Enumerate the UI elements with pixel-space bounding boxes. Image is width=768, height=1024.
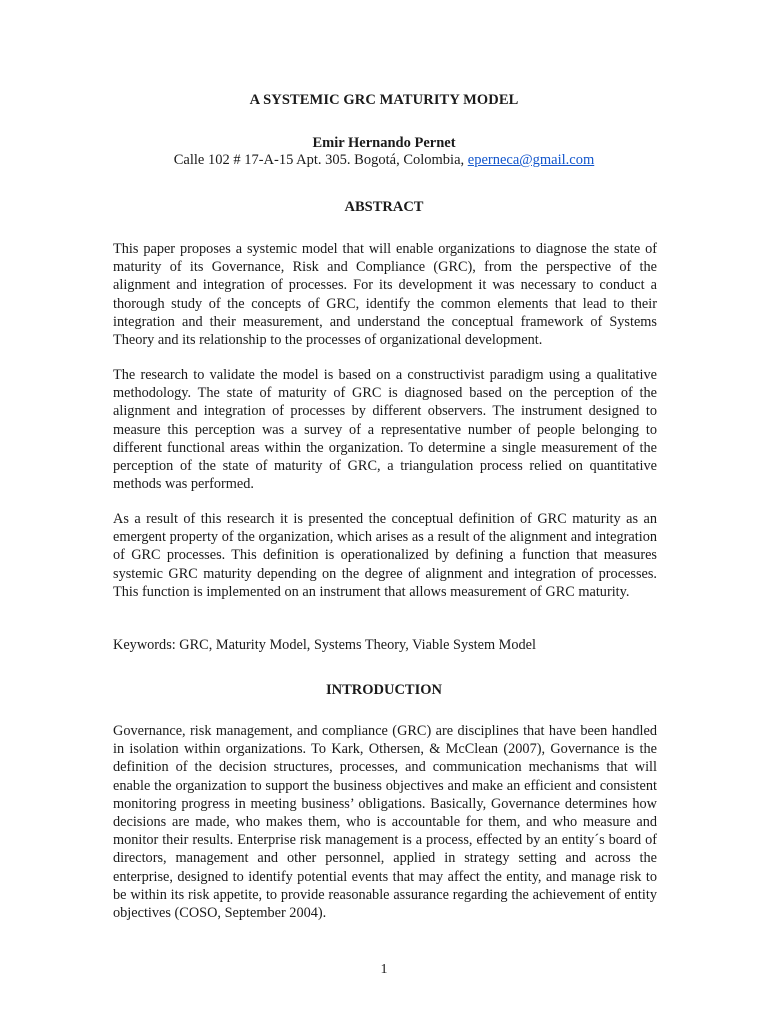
abstract-paragraph-3: As a result of this research it is presented the conceptual definition of GRC maturity as an emergent property of the organization, which arises as a result of the alignment and integration of GRC processes. This definition is operationalized by defining a function that measures systemic GRC maturity depending on the degree of alignment and integration of processes. This function is implemented on an instrument that allows measurement of GRC maturity. xyxy=(113,511,657,600)
introduction-heading: INTRODUCTION xyxy=(325,682,442,698)
abstract-paragraph-2: The research to validate the model is based on a constructivist paradigm using a qualitative methodology. The state of maturity of GRC is diagnosed based on the perception of the alignment and integration of processes by different observers. The instrument designed to measure this perception was a survey of a representative number of people belonging to different functional areas within the organization. To determine a single measurement of the perception of the state of maturity of GRC, a triangulation process relied on quantitative methods was performed. xyxy=(113,367,657,493)
page-number: 1 xyxy=(380,962,388,977)
author-email-link[interactable]: eperneca@gmail.com xyxy=(467,152,595,168)
author-address: Calle 102 # 17-A-15 Apt. 305. Bogotá, Colombia, xyxy=(173,152,468,168)
keywords: Keywords: GRC, Maturity Model, Systems Theory, Viable System Model xyxy=(113,637,536,653)
abstract-heading: ABSTRACT xyxy=(344,199,424,215)
author-affiliation xyxy=(0,152,768,169)
abstract-paragraph-1: This paper proposes a systemic model that will enable organizations to diagnose the state of maturity of its Governance, Risk and Compliance (GRC), from the perspective of the alignment and integration of processes. For its development it was necessary to conduct a thorough study of the concepts of GRC, identify the common elements that lead to their integration and their measurement, and understand the conceptual framework of Systems Theory and its relationship to the processes of organizational development. xyxy=(113,241,657,349)
author-name: Emir Hernando Pernet xyxy=(312,135,456,151)
paper-title: A SYSTEMIC GRC MATURITY MODEL xyxy=(249,92,519,108)
introduction-paragraph-1: Governance, risk management, and compliance (GRC) are disciplines that have been handled in isolation within organizations. To Kark, Othersen, & McClean (2007), Governance is the definition of the decision structures, processes, and communication mechanisms that will enable the organization to support the business objectives and make an efficient and consistent monitoring progress in meeting business’ obligations. Basically, Governance determines how decisions are made, who makes them, who is accountable for them, and who measure and monitor their results. Enterprise risk management is a process, effected by an entity´s board of directors, management and other personnel, applied in strategy setting and across the enterprise, designed to identify potential events that may affect the entity, and manage risk to be within its risk appetite, to provide reasonable assurance regarding the achievement of entity objectives (COSO, September 2004). xyxy=(113,723,657,922)
